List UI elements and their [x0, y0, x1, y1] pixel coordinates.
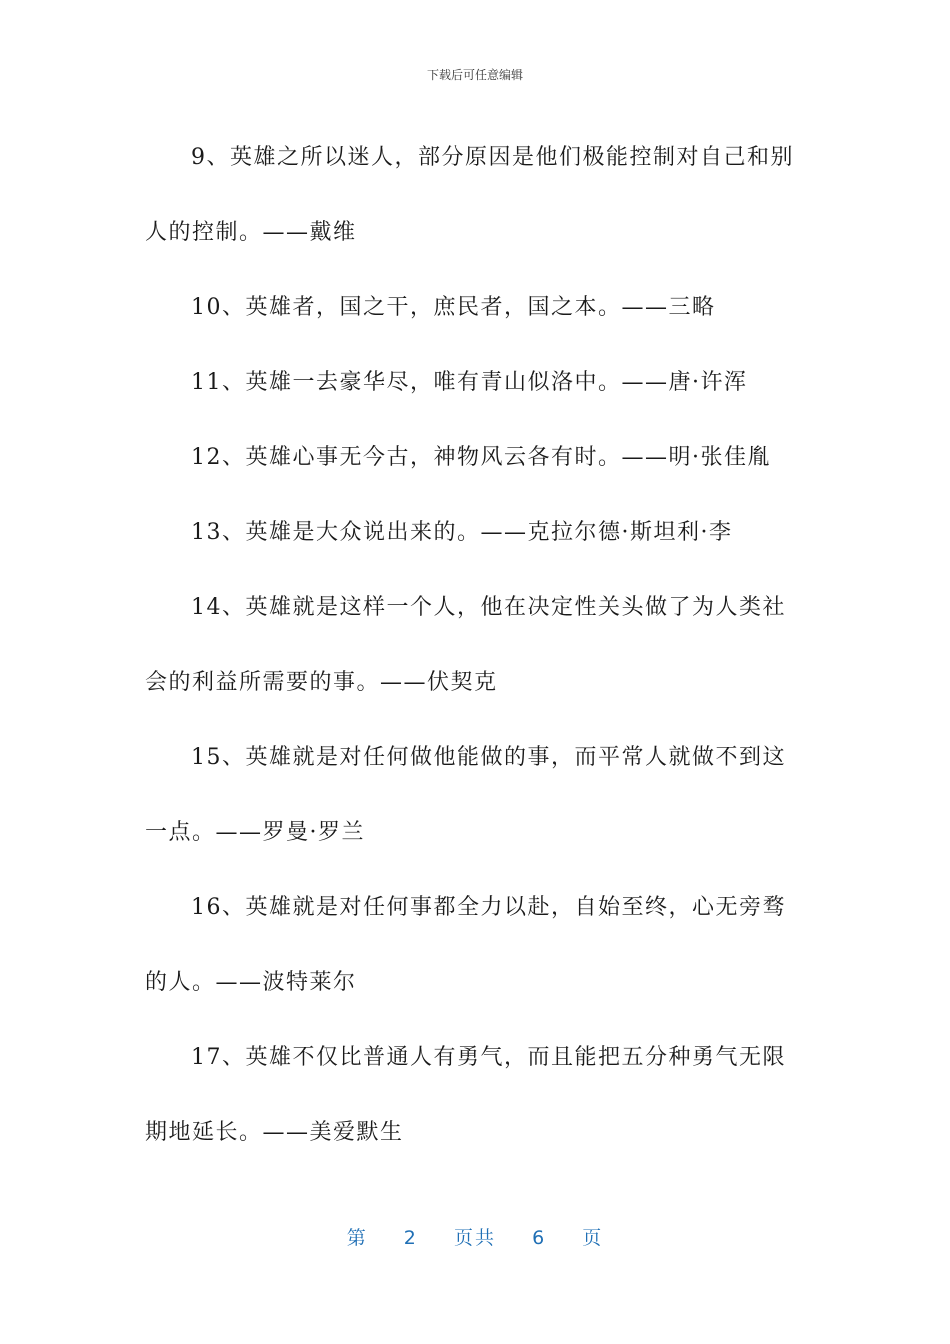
- quote-12: 12、英雄心事无今古，神物风云各有时。——明·张佳胤: [191, 445, 771, 470]
- quote-15: 15、英雄就是对任何做他能做的事，而平常人就做不到这一点。——罗曼·罗兰: [145, 745, 786, 845]
- quote-10: 10、英雄者，国之干，庶民者，国之本。——三略: [191, 295, 716, 320]
- page-header: 下载后可任意编辑: [426, 68, 523, 82]
- document-body: [145, 120, 805, 1170]
- quote-11: 11、英雄一去豪华尽，唯有青山似洛中。——唐·许浑: [191, 370, 748, 395]
- page-label-prefix: 第: [346, 1227, 368, 1249]
- quote-9: 9、英雄之所以迷人，部分原因是他们极能控制对自己和别人的控制。——戴维: [145, 145, 794, 245]
- page-footer: [0, 1226, 950, 1250]
- quote-17: 17、英雄不仅比普通人有勇气，而且能把五分种勇气无限期地延长。——美爱默生: [145, 1045, 786, 1145]
- quote-13: 13、英雄是大众说出来的。——克拉尔德·斯坦利·李: [191, 520, 733, 545]
- total-page-number: 6: [532, 1227, 547, 1249]
- page-label-suffix: 页: [582, 1227, 604, 1249]
- quote-16: 16、英雄就是对任何事都全力以赴，自始至终，心无旁骛的人。——波特莱尔: [145, 895, 786, 995]
- quote-14: 14、英雄就是这样一个人，他在决定性关头做了为人类社会的利益所需要的事。——伏契克: [145, 595, 786, 695]
- current-page-number: 2: [403, 1227, 418, 1249]
- page-label-middle: 页共: [453, 1227, 496, 1249]
